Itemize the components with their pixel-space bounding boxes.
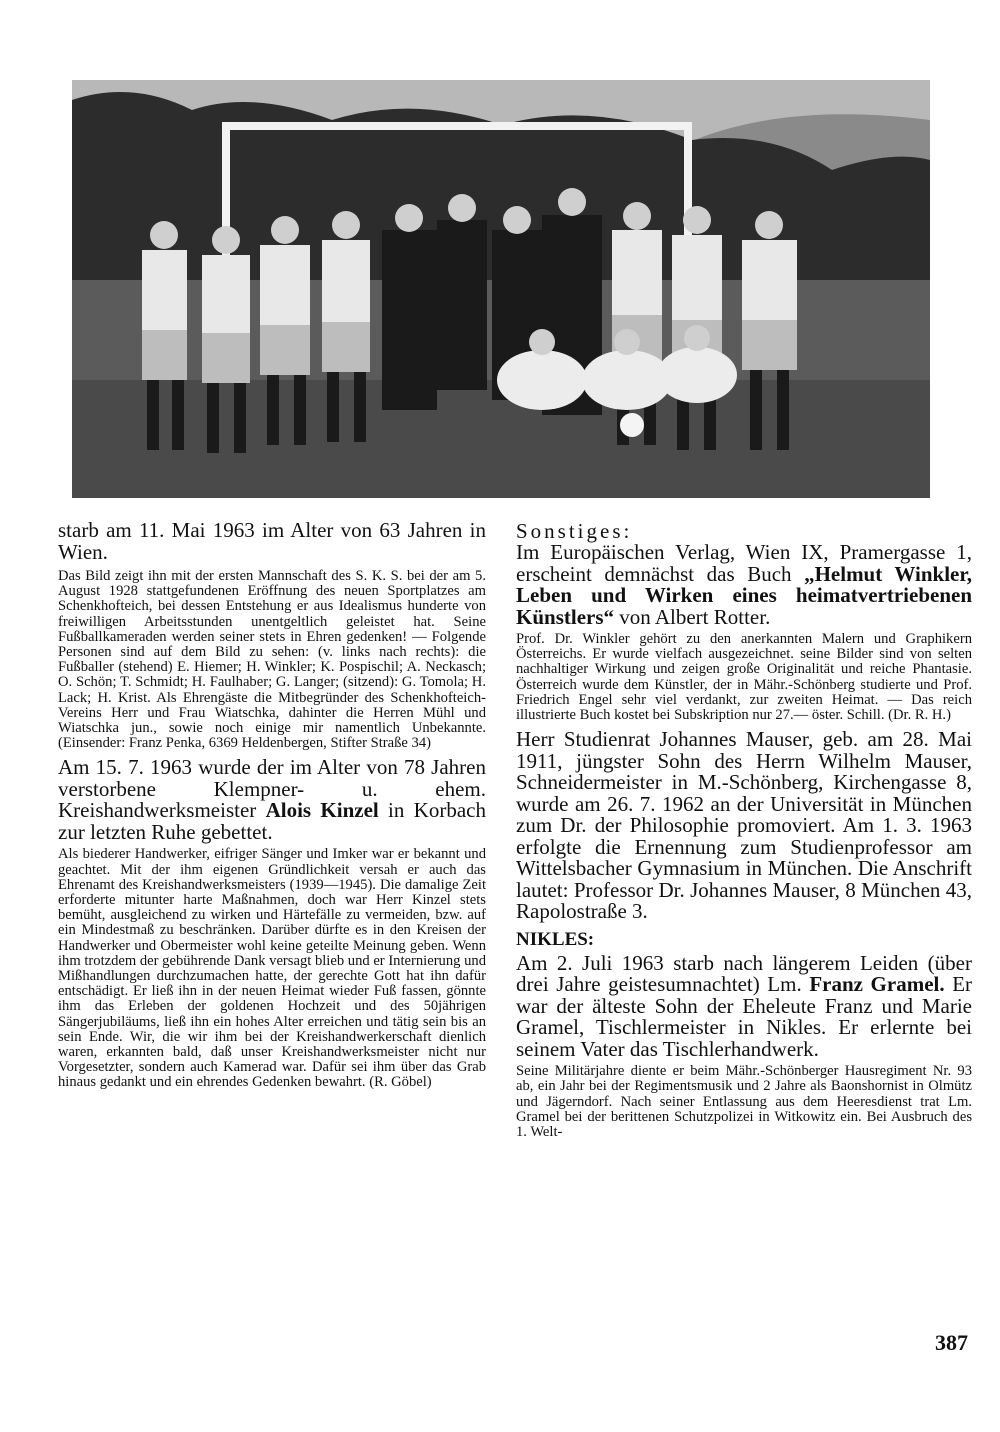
gramel-text-b: Er war der älteste Sohn der Eheleute Franz und Marie Gramel, Tischlermeister in Nikles. Er erlernte bei seinem Vater das Tischlerhandwerk. bbox=[516, 972, 973, 1061]
kinzel-obituary: Als biederer Handwerker, eifriger Sänger und Imker war er bekannt und geachtet. Mit der ihm eigenen Gründlichkeit versah er auch das Ehrenamt des Kreishandwerksmeisters (1939—1945). Die damalige Zeit erforderte mitunter harte Maßnahmen, doch war Herr Kinzel stets bemüht, ausgleichend zu wirken und Härtefälle zu vermeiden, bzw. auf ein Mindestmaß zu beschränken. Darüber dürfte es in den Kreisen der Handwerker und Obermeister wohl keine geteilte Meinung geben. Wenn ihm trotzdem der gebührende Dank versagt blieb und er Internierung und Mißhandlungen durchzumachen hatte, der gerechte Gott hat ihn dafür entschädigt. Er ließ ihn in der neuen Heimat wieder Fuß fassen, gönnte ihm das Erleben der goldenen Hochzeit und des 50jährigen Sängerjubiläums, ließ ihn ein hohes Alter erreichen und tätig sein bis an sein Ende. Wir, die wir ihm bei der Kreishandwerkerschaft dienlich waren, erkannten bald, daß unser Kreishandwerksmeister nicht nur Vorgesetzter, sondern auch Kamerad war. Dafür sei ihm über das Grab hinaus gedankt und ein ehrendes Gedenken bewahrt. (R. Göbel) bbox=[58, 846, 486, 1091]
gramel-announcement bbox=[516, 950, 973, 1061]
gramel-name: Franz Gramel. bbox=[809, 972, 945, 997]
kinzel-text-b: in Korbach zur letzten Ruhe gebettet. bbox=[58, 798, 486, 844]
obituary-intro: starb am 11. Mai 1963 im Alter von 63 Jahren in Wien. bbox=[58, 518, 486, 564]
kinzel-text-a: Am 15. 7. 1963 wurde der im Alter von 78 Jahren verstorbene Klempner- u. ehem. Kreishandwerksmeister bbox=[58, 755, 486, 823]
mauser-announcement: Herr Studienrat Johannes Mauser, geb. am 28. Mai 1911, jüngster Sohn des Herrn Wilhelm Mauser, Schneidermeister in M.-Schönberg, Kirchengasse 8, wurde am 26. 7. 1962 an der Universität in München zum Dr. der Philosophie promoviert. Am 1. 3. 1963 erfolgte die Ernennung zum Studienprofessor am Wittelsbacher Gymnasium in München. Die Anschrift lautet: Professor Dr. Johannes Mauser, 8 München 43, Rapolostraße 3. bbox=[516, 727, 972, 924]
kinzel-announcement bbox=[58, 757, 486, 843]
book-announcement bbox=[516, 542, 972, 628]
winkler-description: Prof. Dr. Winkler gehört zu den anerkannten Malern und Graphikern Österreichs. Er wurde vielfach ausgezeichnet. seine Bilder sind von selten nachhaltiger Wirkung und zeigen große Originalität und reiche Phantasie. Österreich wurde dem Künstler, der in Mähr.-Schönberg studierte und Prof. Friedrich Engel sehr viel verdankt, zur zweiten Heimat. — Das reich illustrierte Buch kostet bei Subskription nur 27.— öster. Schill. (Dr. R. H.) bbox=[516, 631, 972, 724]
left-column bbox=[58, 520, 486, 1097]
team-photo-image bbox=[72, 80, 930, 498]
book-text-a: Im Europäischen Verlag, Wien IX, Pramergasse 1, erscheint demnächst das Buch bbox=[516, 540, 972, 586]
photo-caption-text: Das Bild zeigt ihn mit der ersten Mannschaft des S. K. S. bei der am 5. August 1928 stattgefundenen Eröffnung des neuen Sportplatzes am Schenkhofteich, bei dessen Entstehung er aus Idealismus hunderte von freiwilligen Arbeitsstunden unentgeltlich geleistet hat. Seine Fußballkameraden werden seiner stets in Ehren gedenken! — Folgende Personen sind auf dem Bild zu sehen: (v. links nach rechts): die Fußballer (stehend) E. Hiemer; H. Winkler; K. Pospischil; A. Neckasch; O. Schön; T. Schmidt; H. Faulhaber; G. Langer; (sitzend): G. Tomola; H. Lack; H. Krist. Als Ehrengäste die Mitbegründer des Schenkhofteich-Vereins Herr und Frau Wiatschka, dahinter die Herren Mühl und Wiatschka jun., sowie noch einige mir namentlich Unbekannte. (Einsender: Franz Penka, 6369 Heldenbergen, Stifter Straße 34) bbox=[58, 568, 486, 752]
page-number: 387 bbox=[935, 1330, 968, 1355]
gramel-text-a: Am 2. Juli 1963 starb nach längerem Leiden (über drei Jahre geistesumnachtet) Lm. bbox=[516, 950, 972, 997]
section-heading-sonstiges: Sonstiges: bbox=[516, 519, 633, 543]
team-photo bbox=[72, 80, 930, 498]
book-text-b: von Albert Rotter. bbox=[614, 604, 771, 629]
book-title: „Helmut Winkler, Leben und Wirken eines heimatvertriebenen Künstlers“ bbox=[516, 561, 973, 629]
right-column bbox=[516, 520, 972, 1146]
section-heading-nikles: NIKLES: bbox=[516, 928, 595, 950]
kinzel-name: Alois Kinzel bbox=[265, 798, 379, 823]
gramel-biography: Seine Militärjahre diente er beim Mähr.-Schönberger Hausregiment Nr. 93 ab, ein Jahr bei der Regimentsmusik und 2 Jahre als Baonshornist in Olmütz und Jägerndorf. Nach seiner Entlassung aus dem Heeresdienst trat Lm. Gramel bei der berittenen Schutzpolizei in Witkowitz ein. Bei Ausbruch des 1. Welt- bbox=[516, 1063, 972, 1141]
